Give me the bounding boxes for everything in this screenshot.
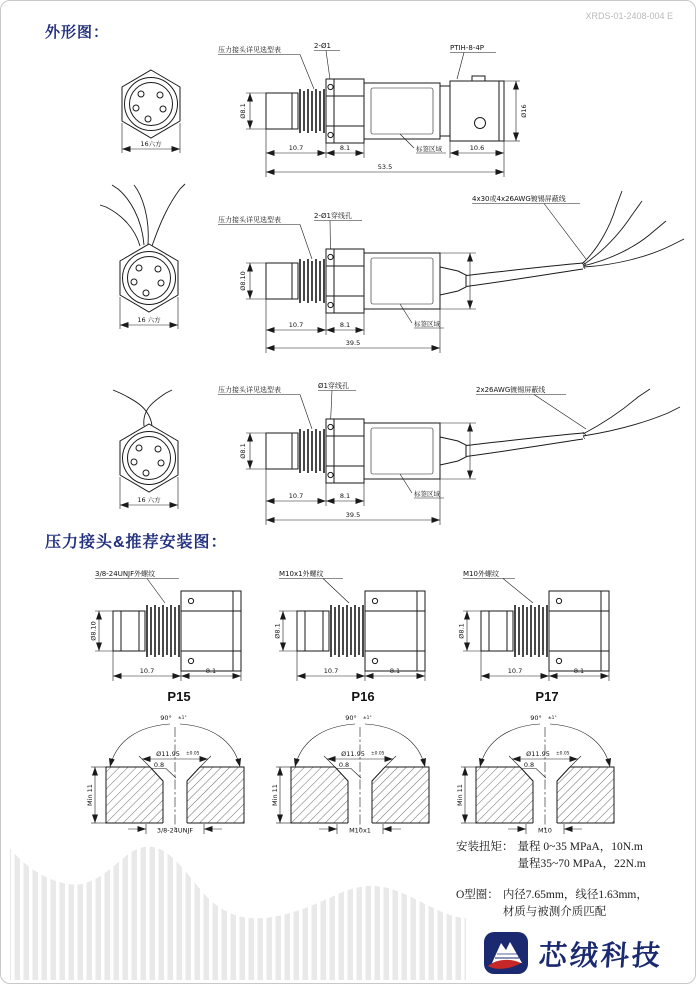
angle-label: 90° (530, 714, 542, 722)
dim-label: 10.7 (288, 492, 304, 500)
logo-text: 芯绒科技 (537, 940, 664, 971)
thread-section (300, 89, 324, 133)
thread-callout (95, 569, 179, 603)
cable-gland (440, 437, 466, 465)
hex-nut (549, 591, 609, 671)
depth-dimension (271, 767, 291, 823)
thread-section (300, 259, 324, 303)
dim-label: 16六方 (140, 140, 162, 148)
dim-label: 8.1 (573, 667, 585, 675)
cable (466, 432, 586, 457)
hex-nut (181, 591, 241, 671)
dim-label: Ø8.10 (239, 271, 247, 291)
thread-callout (279, 569, 349, 603)
p15-fitting-drawing (89, 563, 269, 693)
dim-label: 8.1 (205, 667, 217, 675)
thread-section (331, 605, 363, 657)
angle-label: 90° (345, 714, 357, 722)
wire-hole-callout (318, 381, 356, 423)
dim-label: Ø8.1 (239, 443, 247, 459)
company-logo (483, 931, 663, 977)
install-notes (456, 839, 686, 934)
dim-label: Ø8.1 (457, 623, 466, 639)
thread-spec-dimension (128, 824, 222, 835)
section-title-outline: 外形图： (45, 24, 110, 41)
depth-label: Min 11 (271, 784, 279, 806)
thread-spec-label: M10x1 (349, 826, 371, 835)
bore-tol-label: ±0.05 (186, 751, 200, 757)
cable (466, 262, 586, 287)
callout-label: 标签区域 (414, 320, 440, 328)
shielded-wires (582, 191, 684, 267)
dim-label: 39.5 (345, 339, 361, 347)
dim-label: 10.7 (288, 144, 304, 152)
thread-section (147, 605, 179, 657)
oring-values (503, 887, 648, 922)
oring-label: O型圈： (456, 888, 499, 901)
depth-label: Min 11 (456, 784, 464, 806)
dim-label: 8.1 (389, 667, 401, 675)
torque-label: 安装扭矩： (456, 841, 514, 853)
depth-dimension (86, 767, 106, 823)
logo-icon (483, 931, 531, 977)
section-title-ports: 压力接头&推荐安装图： (45, 534, 228, 551)
dim-label: 10.7 (323, 667, 339, 675)
pressure-port-callout (218, 215, 312, 259)
p16-install-drawing (271, 707, 441, 835)
torque-line-2: 量程35~70 MPaA，22N.m (517, 858, 646, 871)
callout-label: M10x1外螺纹 (279, 570, 324, 578)
callout-label: 压力接头详见选型表 (218, 216, 281, 224)
p16-name: P16 (351, 689, 375, 704)
pressure-stub (297, 611, 329, 651)
p15-install-drawing (86, 707, 256, 835)
torque-line-1: 量程 0~35 MPaA，10N.m (517, 841, 643, 853)
callout-label: 压力接头详见选型表 (218, 386, 281, 394)
torque-note (456, 839, 686, 874)
callout-label: Ø1穿线孔 (318, 382, 349, 390)
dim-label: 16 六方 (137, 496, 161, 504)
thread-spec-label: M10 (538, 826, 552, 835)
finish-label: 0.8 (153, 761, 165, 769)
row2-hex-front-view (84, 183, 219, 341)
wire-hole-callout (314, 211, 362, 253)
callout-label: 2-Ø1 (314, 42, 331, 50)
cable-callout (472, 194, 586, 259)
doc-code: XRDS-01-2408-004 E (585, 11, 673, 21)
hex-nut (365, 591, 425, 671)
row1-hex-front-view (89, 51, 214, 169)
callout-label: 标签区域 (414, 490, 440, 498)
sensor-body (364, 423, 440, 479)
hex-body (120, 244, 178, 312)
connector-callout (450, 44, 496, 79)
pressure-stub (266, 263, 298, 299)
torque-values (518, 839, 646, 874)
shielded-wires (583, 389, 680, 436)
angle-tol-label: ±1° (363, 716, 372, 721)
pressure-port-callout (218, 45, 314, 89)
pressure-port-callout (218, 385, 312, 429)
angle-tol-label: ±1° (178, 716, 187, 721)
hex-nut (326, 419, 364, 483)
finish-label: 0.8 (523, 761, 535, 769)
lead-wires (100, 184, 185, 246)
callout-label: 标签区域 (416, 145, 442, 153)
bore-label: Ø11.95 (156, 750, 180, 758)
electrical-connector (440, 76, 504, 141)
callout-label: 2x26AWG镀锡屏蔽线 (476, 386, 546, 394)
p17-install-drawing (456, 707, 626, 835)
callout-label: 3/8-24UNJF外螺纹 (95, 570, 156, 578)
p15-name: P15 (167, 689, 191, 704)
angle-tol-label: ±1° (548, 716, 557, 721)
finish-label: 0.8 (338, 761, 350, 769)
bore-tol-label: ±0.05 (556, 751, 570, 757)
dim-label: Ø8.1 (273, 623, 282, 639)
cable-gland (440, 267, 466, 295)
bore-tol-label: ±0.05 (371, 751, 385, 757)
dim-label: Ø8.1 (239, 103, 247, 119)
sensor-body (364, 253, 440, 309)
thread-spec-label: 3/8-24UNJF (156, 826, 194, 835)
callout-label: PTIH-8-4P (450, 44, 485, 52)
oring-note (456, 887, 686, 922)
depth-label: Min 11 (86, 784, 94, 806)
cable-callout (476, 385, 586, 429)
row1-side-view (214, 39, 692, 189)
hex-nut (326, 79, 364, 143)
row3-side-view (214, 379, 692, 531)
bore-label: Ø11.95 (526, 750, 550, 758)
dim-label: 8.1 (339, 144, 351, 152)
pressure-stub (266, 433, 298, 469)
wire-hole-callout (314, 42, 340, 83)
angle-label: 90° (160, 714, 172, 722)
dim-label: 53.5 (377, 163, 393, 171)
dim-label: 10.7 (507, 667, 523, 675)
dim-label: 8.1 (339, 492, 351, 500)
oring-line-2: 材质与被测介质匹配 (502, 905, 607, 918)
pressure-stub (481, 611, 513, 651)
hex-nut (326, 249, 364, 313)
thread-section (300, 429, 324, 473)
thread-spec-dimension (508, 824, 582, 835)
dim-label: 10.7 (139, 667, 155, 675)
row2-side-view (214, 179, 692, 377)
hex-body (120, 424, 178, 492)
p17-fitting-drawing (457, 563, 637, 693)
thread-spec-dimension (319, 824, 401, 835)
thread-callout (463, 569, 533, 603)
p16-fitting-drawing (273, 563, 453, 693)
callout-label: 2-Ø1穿线孔 (314, 212, 352, 220)
hex-body (122, 70, 180, 138)
pressure-stub (266, 93, 298, 129)
sensor-body (364, 83, 440, 139)
callout-label: 4x30或4x26AWG镀锡屏蔽线 (472, 195, 566, 203)
row3-hex-front-view (84, 389, 219, 521)
oring-line-1: 内径7.65mm，线径1.63mm， (502, 888, 648, 901)
dim-label: 10.7 (288, 321, 304, 329)
dim-label: 8.1 (339, 321, 351, 329)
dim-label: 16 六方 (137, 316, 161, 324)
bore-label: Ø11.95 (341, 750, 365, 758)
p17-name: P17 (535, 689, 559, 704)
callout-label: M10外螺纹 (463, 570, 499, 578)
lead-wires (113, 390, 172, 426)
pressure-stub (113, 611, 145, 651)
thread-section (515, 605, 547, 657)
callout-label: 压力接头详见选型表 (218, 46, 281, 54)
dim-label: Ø8.10 (89, 621, 98, 641)
dim-label: 39.5 (345, 511, 361, 519)
dim-label: 10.6 (469, 144, 485, 152)
depth-dimension (456, 767, 476, 823)
dim-label: Ø16 (520, 104, 528, 118)
